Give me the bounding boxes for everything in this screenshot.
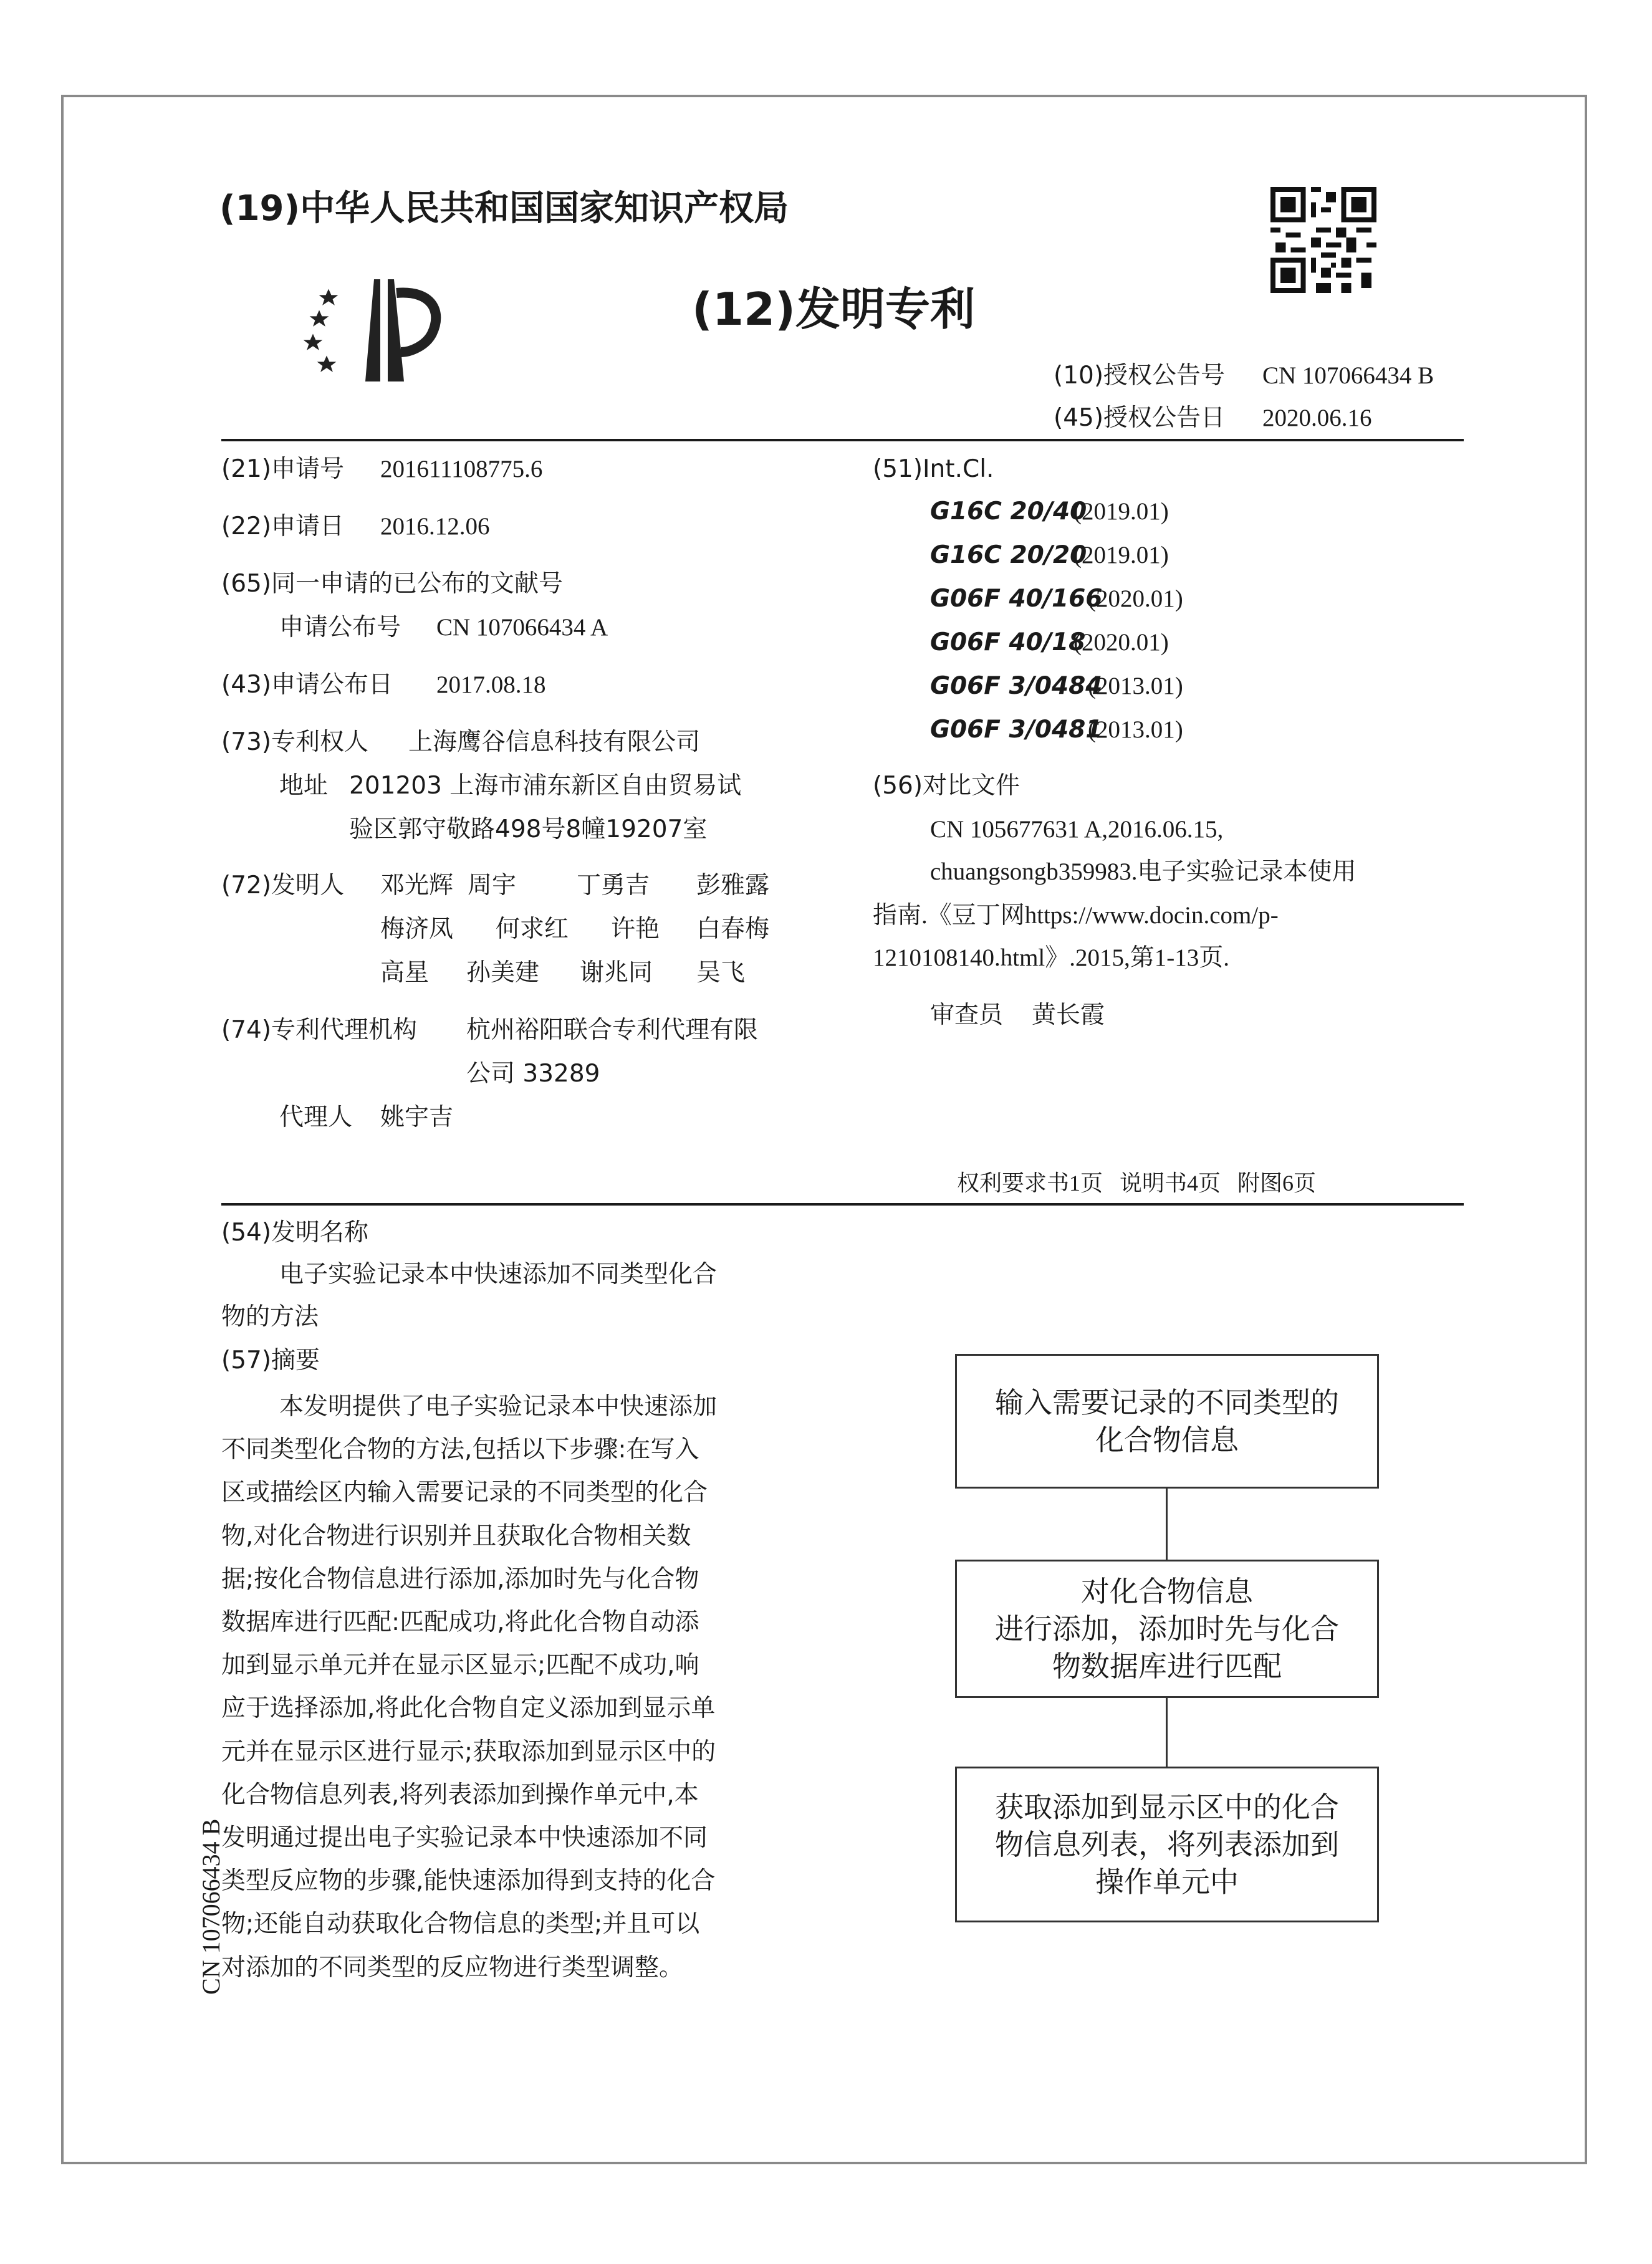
pub-date-label: (45)授权公告日 [1054,404,1226,432]
address-label: 地址 [279,772,329,800]
owner: 上海鹰谷信息科技有限公司 [408,728,701,756]
flow-step-3 [955,1767,1379,1922]
inventor: 彭雅露 [696,871,770,899]
abstract-line: 加到显示单元并在显示区显示;匹配不成功,响 [221,1651,699,1680]
address-line-2: 验区郭守敬路498号8幢19207室 [349,815,708,843]
flow-step-1 [955,1354,1379,1489]
flow-connector [1166,1489,1168,1560]
class-code: G16C 20/40 [930,497,1087,525]
pub-no: CN 107066434 B [1262,362,1434,389]
app-no-label: (21)申请号 [221,455,345,483]
header-rule [221,439,1464,441]
abstract-line: 区或描绘区内输入需要记录的不同类型的化合 [221,1479,708,1507]
inventor: 何求红 [496,915,569,943]
agency-line-1: 杭州裕阳联合专利代理有限 [466,1016,759,1044]
flow-step-2 [955,1560,1379,1698]
side-publication-number: CN 107066434 B [197,1818,225,1995]
class-version: (2013.01) [1088,673,1183,699]
app-date-label: (22)申请日 [221,512,345,540]
reference-line: 指南.《豆丁网https://www.docin.com/p- [873,902,1279,929]
office-title: (19)中华人民共和国国家知识产权局 [219,188,789,229]
abstract-label: (57)摘要 [221,1346,320,1374]
abstract-line: 类型反应物的步骤,能快速添加得到支持的化合 [221,1867,716,1896]
invention-title: 电子实验记录本中快速添加不同类型化合 [279,1260,718,1288]
abstract-line: 本发明提供了电子实验记录本中快速添加 [279,1393,718,1421]
abstract-text [221,1385,820,1989]
inventor: 丁勇吉 [577,871,650,899]
office-logo [298,274,448,386]
inventor: 许艳 [611,915,660,943]
title-label: (54)发明名称 [221,1219,369,1247]
prior-date: 2017.08.18 [436,671,546,698]
abstract-line: 据;按化合物信息进行添加,添加时先与化合物 [221,1565,699,1593]
reference-line: 1210108140.html》.2015,第1-13页. [873,944,1229,971]
qr-code [1270,187,1376,293]
reference-line: CN 105677631 A,2016.06.15, [930,816,1224,843]
agent: 姚宇吉 [380,1103,454,1131]
prior-date-label: (43)申请公布日 [221,671,393,699]
abstract-line: 应于选择添加,将此化合物自定义添加到显示单 [221,1694,716,1723]
inventor: 白春梅 [696,915,770,943]
page-counts: 权利要求书1页 说明书4页 附图6页 [957,1171,1317,1196]
examiner-label: 审查员 [930,1001,1004,1029]
pub-no-label: (10)授权公告号 [1054,362,1226,390]
intcl-label: (51)Int.Cl. [873,455,994,483]
class-version: (2013.01) [1088,716,1183,743]
examiner: 黄长霞 [1032,1001,1105,1029]
abstract-line: 不同类型化合物的方法,包括以下步骤:在写入 [221,1436,699,1464]
abstract-line: 物,对化合物进行识别并且获取化合物相关数 [221,1522,691,1550]
address-line-1: 201203 上海市浦东新区自由贸易试 [349,772,742,800]
app-no: 201611108775.6 [380,456,543,482]
app-date: 2016.12.06 [380,513,490,540]
prior-publication-label: (65)同一申请的已公布的文献号 [221,570,564,598]
class-code: G16C 20/20 [930,541,1087,569]
agency-line-2: 公司 33289 [466,1060,600,1088]
inventor-label: (72)发明人 [221,871,345,899]
abstract-line: 发明通过提出电子实验记录本中快速添加不同 [221,1824,708,1853]
inventor: 吴飞 [696,959,746,987]
section-rule [221,1203,1464,1206]
abstract-line: 元并在显示区进行显示;获取添加到显示区中的 [221,1737,716,1766]
inventor: 高星 [380,959,430,987]
flow-connector [1166,1698,1168,1767]
class-code: G06F 40/166 [930,585,1103,613]
class-version: (2019.01) [1073,542,1169,568]
references-label: (56)对比文件 [873,772,1020,800]
class-version: (2020.01) [1073,629,1169,656]
flow-step-text: 对化合物信息 进行添加，添加时先与化合 物数据库进行匹配 [995,1575,1339,1683]
inventor: 孙美建 [466,959,540,987]
class-code: G06F 3/0484 [930,672,1103,700]
owner-label: (73)专利权人 [221,728,369,756]
class-code: G06F 40/18 [930,628,1086,656]
inventor: 谢兆同 [580,959,653,987]
inventor: 邓光辉 [380,871,454,899]
reference-line: chuangsongb359983.电子实验记录本使用 [930,858,1357,885]
document-type: (12)发明专利 [692,283,976,335]
prior-pub: CN 107066434 A [436,614,608,641]
prior-pub-label: 申请公布号 [279,613,401,641]
class-version: (2020.01) [1088,585,1183,612]
class-code: G06F 3/0481 [930,716,1103,744]
agent-label: 代理人 [279,1103,353,1131]
agency-label: (74)专利代理机构 [221,1016,418,1044]
abstract-line: 化合物信息列表,将列表添加到操作单元中,本 [221,1780,699,1809]
flow-step-text: 输入需要记录的不同类型的 化合物信息 [995,1386,1339,1457]
abstract-line: 物;还能自动获取化合物信息的类型;并且可以 [221,1910,700,1939]
inventor: 周宇 [468,871,517,899]
abstract-line: 对添加的不同类型的反应物进行类型调整。 [221,1953,684,1982]
invention-title: 物的方法 [221,1303,319,1331]
abstract-line: 数据库进行匹配:匹配成功,将此化合物自动添 [221,1608,699,1637]
flow-step-text: 获取添加到显示区中的化合 物信息列表，将列表添加到 操作单元中 [995,1790,1339,1899]
class-version: (2019.01) [1073,498,1169,525]
pub-date: 2020.06.16 [1262,405,1372,431]
inventor: 梅济凤 [380,915,454,943]
